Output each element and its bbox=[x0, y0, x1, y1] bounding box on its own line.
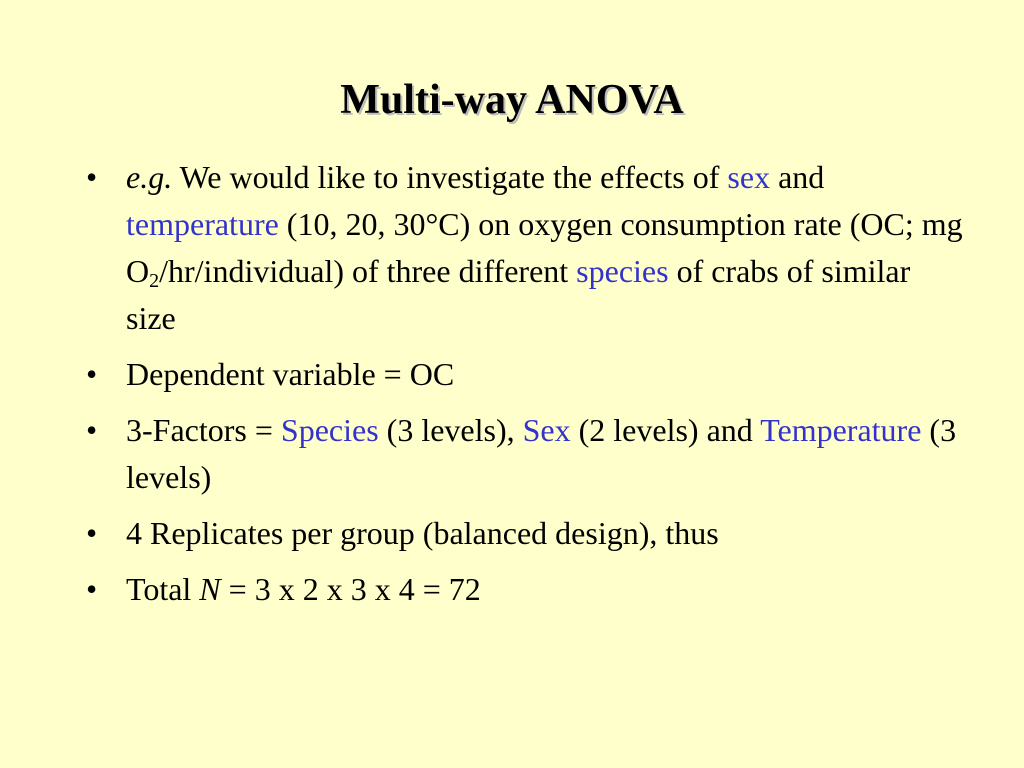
bullet-text: Total bbox=[126, 571, 200, 607]
bullet-icon: • bbox=[86, 412, 98, 448]
bullet-text: (10, 20, 30°C) on oxygen consumption rate (OC; mg O bbox=[126, 206, 963, 289]
bullet-text: and bbox=[770, 159, 825, 195]
subscript-2: 2 bbox=[149, 270, 160, 292]
bullet-icon: • bbox=[86, 159, 98, 195]
bullet-icon: • bbox=[86, 515, 98, 551]
bullet-item-total bbox=[86, 566, 966, 613]
bullet-text: /hr/individual) of three different bbox=[159, 253, 577, 289]
bullet-text: (2 levels) and bbox=[570, 412, 761, 448]
bullet-text: of crabs of similar size bbox=[126, 253, 911, 336]
bullet-list bbox=[86, 154, 966, 622]
bullet-text: (3 levels) bbox=[126, 412, 957, 495]
highlight-sex: sex bbox=[727, 159, 771, 195]
bullet-item-replicates bbox=[86, 510, 966, 557]
eg-label: e.g. bbox=[126, 159, 173, 195]
bullet-icon: • bbox=[86, 356, 98, 392]
bullet-icon: • bbox=[86, 571, 98, 607]
n-variable: N bbox=[199, 571, 221, 607]
highlight-sex: Sex bbox=[522, 412, 571, 448]
bullet-text: Dependent variable = OC bbox=[126, 356, 455, 392]
bullet-text: 3-Factors = bbox=[126, 412, 281, 448]
bullet-item-example bbox=[86, 154, 966, 342]
bullet-text: (3 levels), bbox=[378, 412, 523, 448]
bullet-text: 4 Replicates per group (balanced design), thus bbox=[126, 515, 719, 551]
highlight-temperature: Temperature bbox=[760, 412, 922, 448]
highlight-temperature: temperature bbox=[126, 206, 279, 242]
bullet-text: = 3 x 2 x 3 x 4 = 72 bbox=[220, 571, 481, 607]
highlight-species: species bbox=[576, 253, 669, 289]
bullet-item-dependent-variable bbox=[86, 351, 966, 398]
slide-title: Multi-way ANOVA bbox=[340, 77, 684, 123]
highlight-species: Species bbox=[280, 412, 379, 448]
bullet-text: We would like to investigate the effects of bbox=[172, 159, 728, 195]
bullet-item-factors bbox=[86, 407, 966, 501]
